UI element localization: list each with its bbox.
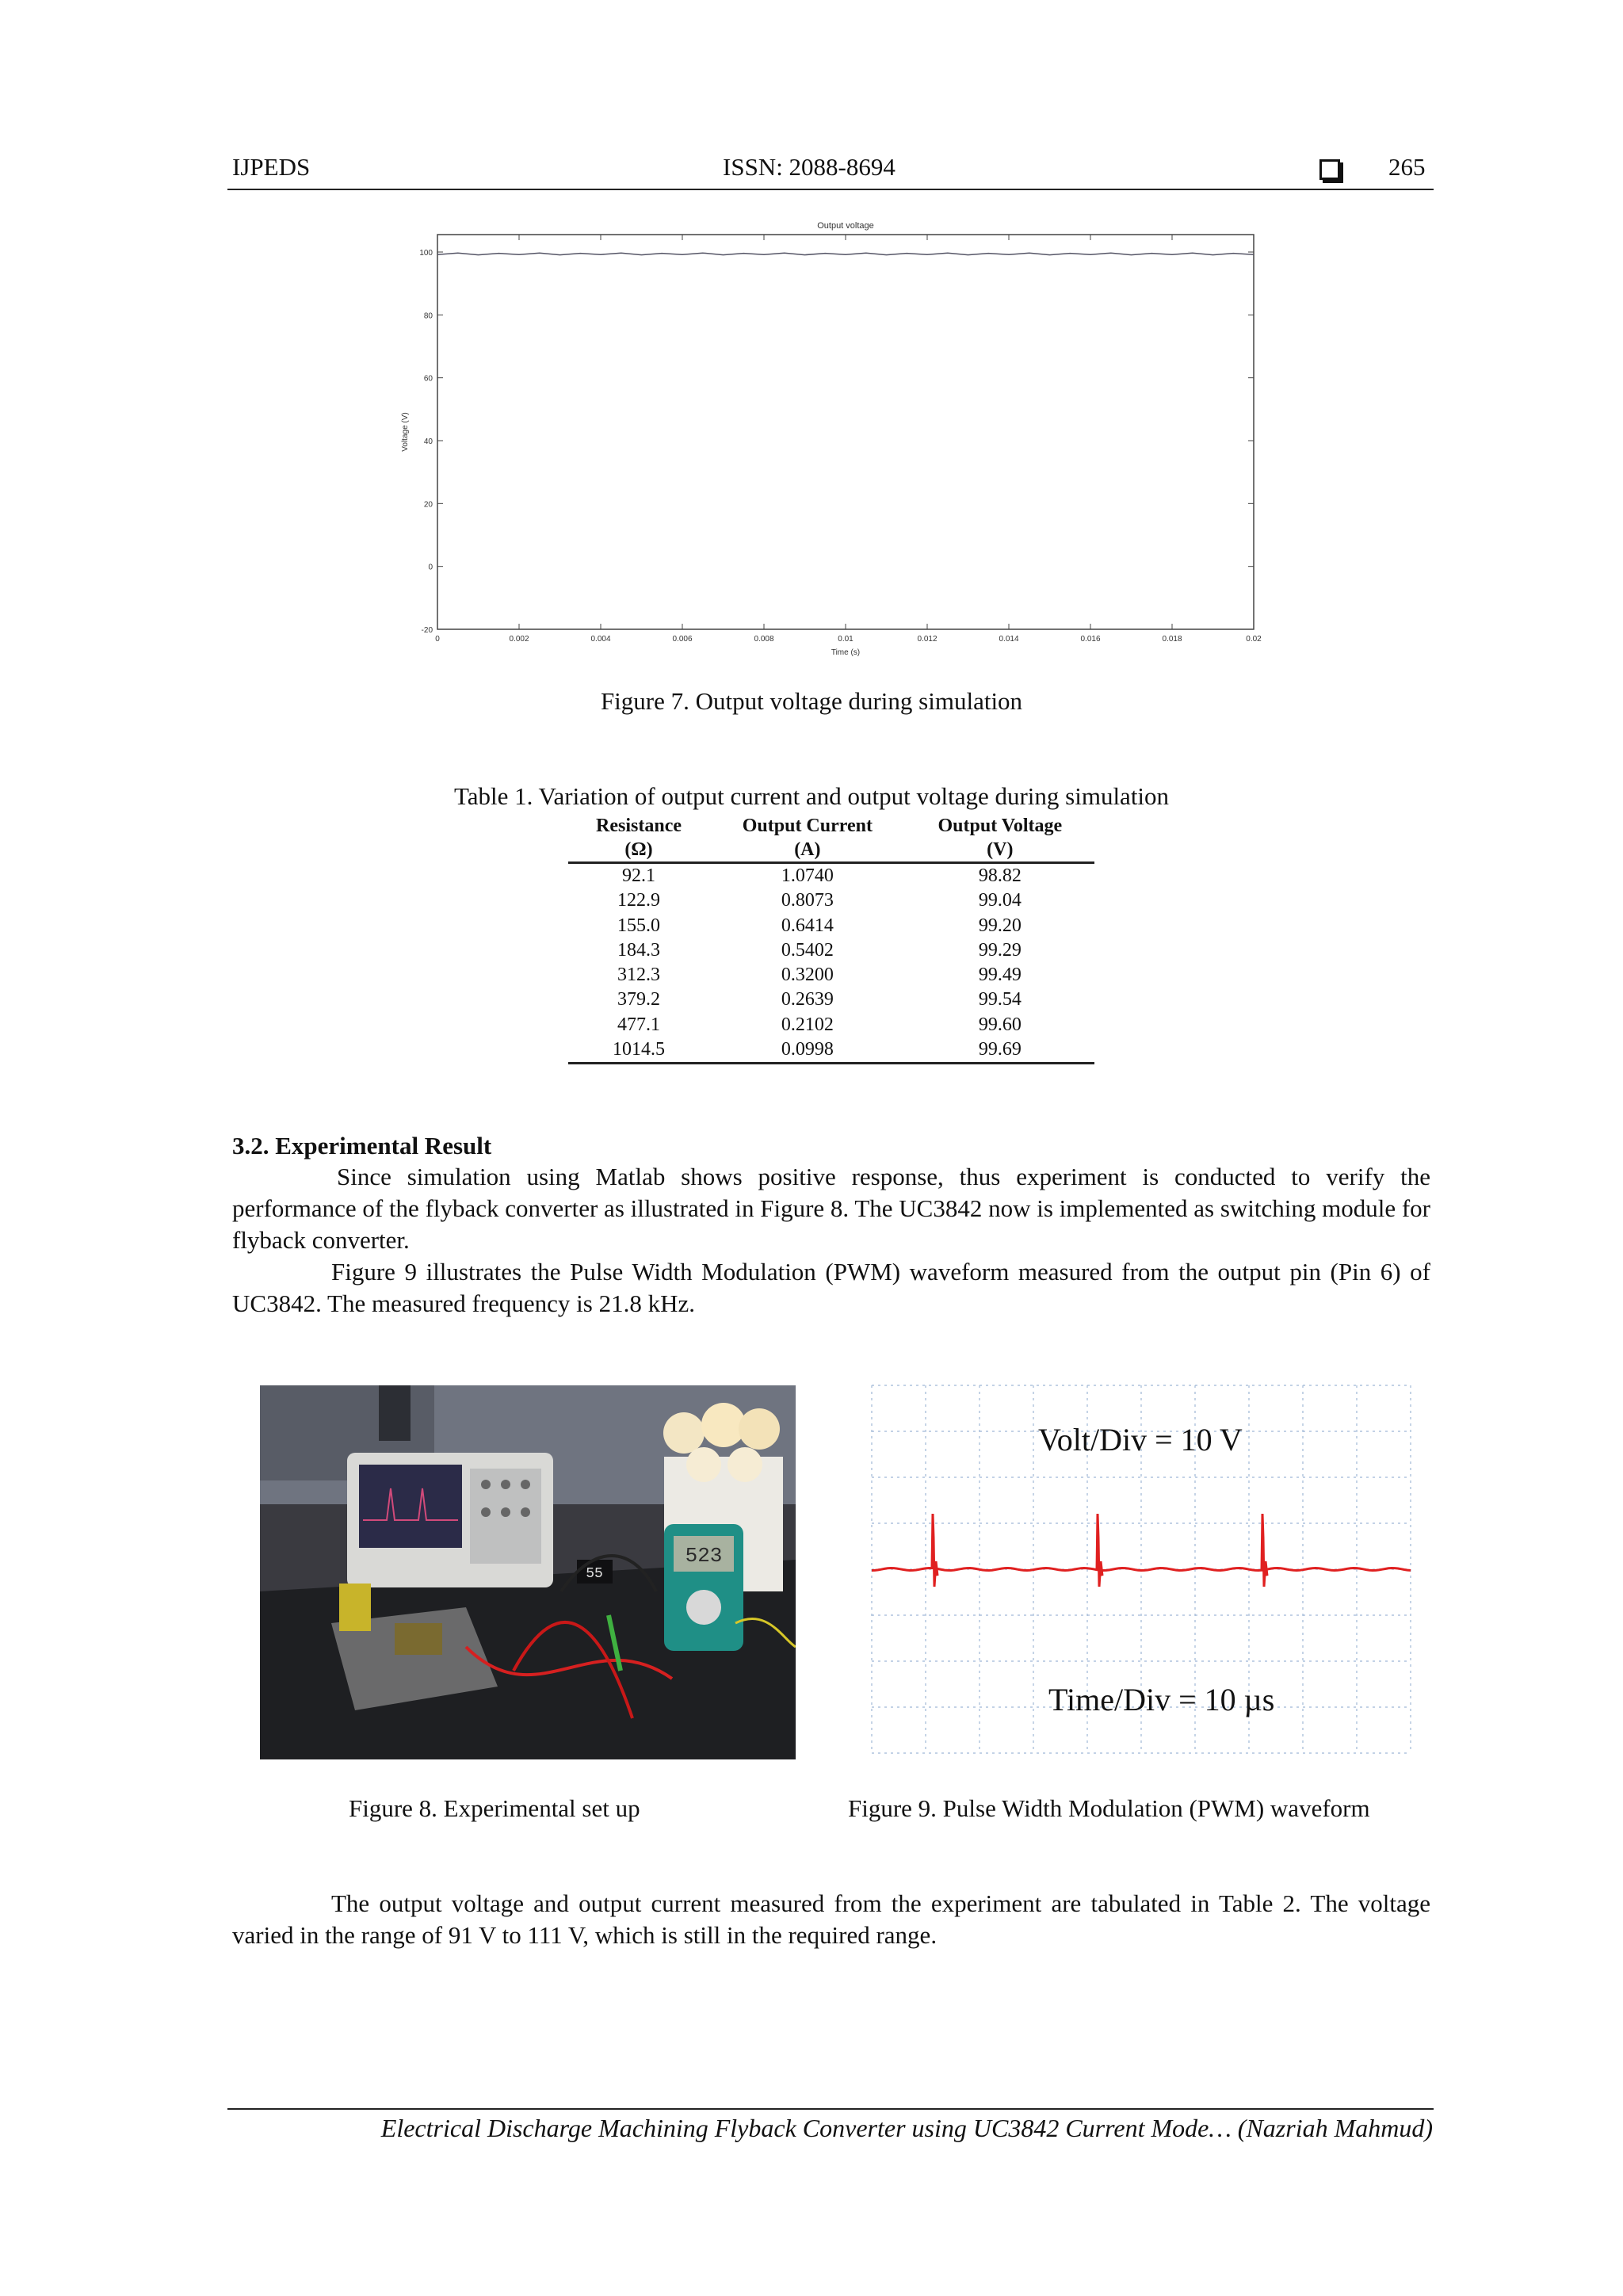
- x-tick-label: 0: [435, 635, 440, 644]
- time-div-label: Time/Div = 10 µs: [1048, 1682, 1275, 1717]
- paragraph: Figure 9 illustrates the Pulse Width Modulation (PWM) waveform measured from the output pin (Pin 6) of UC3842. The measured frequency is 21.8 kHz.: [232, 1258, 1430, 1317]
- x-tick-label: 0.004: [590, 635, 611, 644]
- table-row: 92.1 1.0740 98.82: [622, 865, 1022, 886]
- pwm-waveform: [824, 1379, 1426, 1759]
- output-voltage-line: [437, 253, 1254, 254]
- running-footer: Electrical Discharge Machining Flyback Converter using UC3842 Current Mode… (Nazriah Mahmud): [380, 2114, 1433, 2142]
- x-tick-label: 0.016: [1080, 635, 1101, 644]
- plot-frame: [437, 235, 1254, 629]
- figure7-chart: [396, 214, 1276, 658]
- x-axis-label: Time (s): [831, 648, 861, 657]
- table1-caption: Table 1. Variation of output current and output voltage during simulation: [453, 782, 1170, 810]
- box-icon: [1319, 153, 1340, 181]
- table-row: 477.1 0.2102 99.60: [617, 1014, 1022, 1035]
- table-row: 155.0 0.6414 99.20: [617, 915, 1022, 936]
- x-tick-label: 0.01: [838, 635, 854, 644]
- col-resistance: Resistance (Ω): [568, 814, 709, 863]
- y-tick-label: -20: [421, 626, 433, 635]
- x-tick-label: 0.006: [672, 635, 693, 644]
- col-output-voltage: Output Voltage (V): [906, 814, 1094, 863]
- x-tick-label: 0.02: [1246, 635, 1262, 644]
- table1: [568, 814, 1094, 1064]
- paragraph: The output voltage and output current measured from the experiment are tabulated in Table 2. The voltage varied in the range of 91 V to 111 V, which is still in the required range.: [232, 1889, 1430, 1949]
- figure8-caption: Figure 8. Experimental set up: [349, 1794, 640, 1822]
- chart-title: Output voltage: [817, 221, 874, 231]
- x-tick-label: 0.008: [754, 635, 774, 644]
- experimental-setup-photo: [260, 1385, 796, 1759]
- volt-div-label: Volt/Div = 10 V: [1038, 1422, 1243, 1457]
- y-tick-label: 60: [423, 374, 433, 384]
- table-row: 379.2 0.2639 99.54: [617, 989, 1022, 1010]
- display-reading: 55: [586, 1566, 603, 1582]
- figure7-caption: Figure 7. Output voltage during simulation: [600, 687, 1023, 715]
- x-tick-label: 0.002: [509, 635, 529, 644]
- figure9-caption: Figure 9. Pulse Width Modulation (PWM) waveform: [848, 1794, 1370, 1822]
- paragraph: Since simulation using Matlab shows positive response, thus experiment is conducted to verify the performance of the flyback converter as illustrated in Figure 8. The UC3842 now is implemented as switching module for flyback converter.: [232, 1163, 1431, 1254]
- section-heading: 3.2. Experimental Result: [232, 1132, 492, 1159]
- meter-reading: 523: [685, 1544, 723, 1568]
- table-row: 312.3 0.3200 99.49: [617, 965, 1022, 986]
- x-tick-label: 0.012: [917, 635, 938, 644]
- x-tick-label: 0.014: [999, 635, 1019, 644]
- table-row: 184.3 0.5402 99.29: [617, 939, 1022, 961]
- y-axis-label: Voltage (V): [401, 412, 410, 452]
- col-output-current: Output Current (A): [709, 814, 906, 863]
- y-tick-label: 20: [423, 500, 433, 510]
- x-tick-label: 0.018: [1162, 635, 1182, 644]
- footer-rule: [227, 2108, 1434, 2110]
- y-tick-label: 0: [428, 563, 433, 572]
- table-row: 122.9 0.8073 99.04: [617, 890, 1022, 911]
- y-tick-label: 40: [423, 437, 433, 446]
- page-number: 265: [1388, 153, 1426, 181]
- issn: ISSN: 2088-8694: [723, 153, 896, 181]
- y-tick-label: 80: [423, 311, 433, 321]
- journal-name: IJPEDS: [232, 153, 311, 181]
- y-tick-label: 100: [419, 249, 433, 258]
- header-rule: [227, 189, 1434, 190]
- table-row: 1014.5 0.0998 99.69: [613, 1039, 1022, 1060]
